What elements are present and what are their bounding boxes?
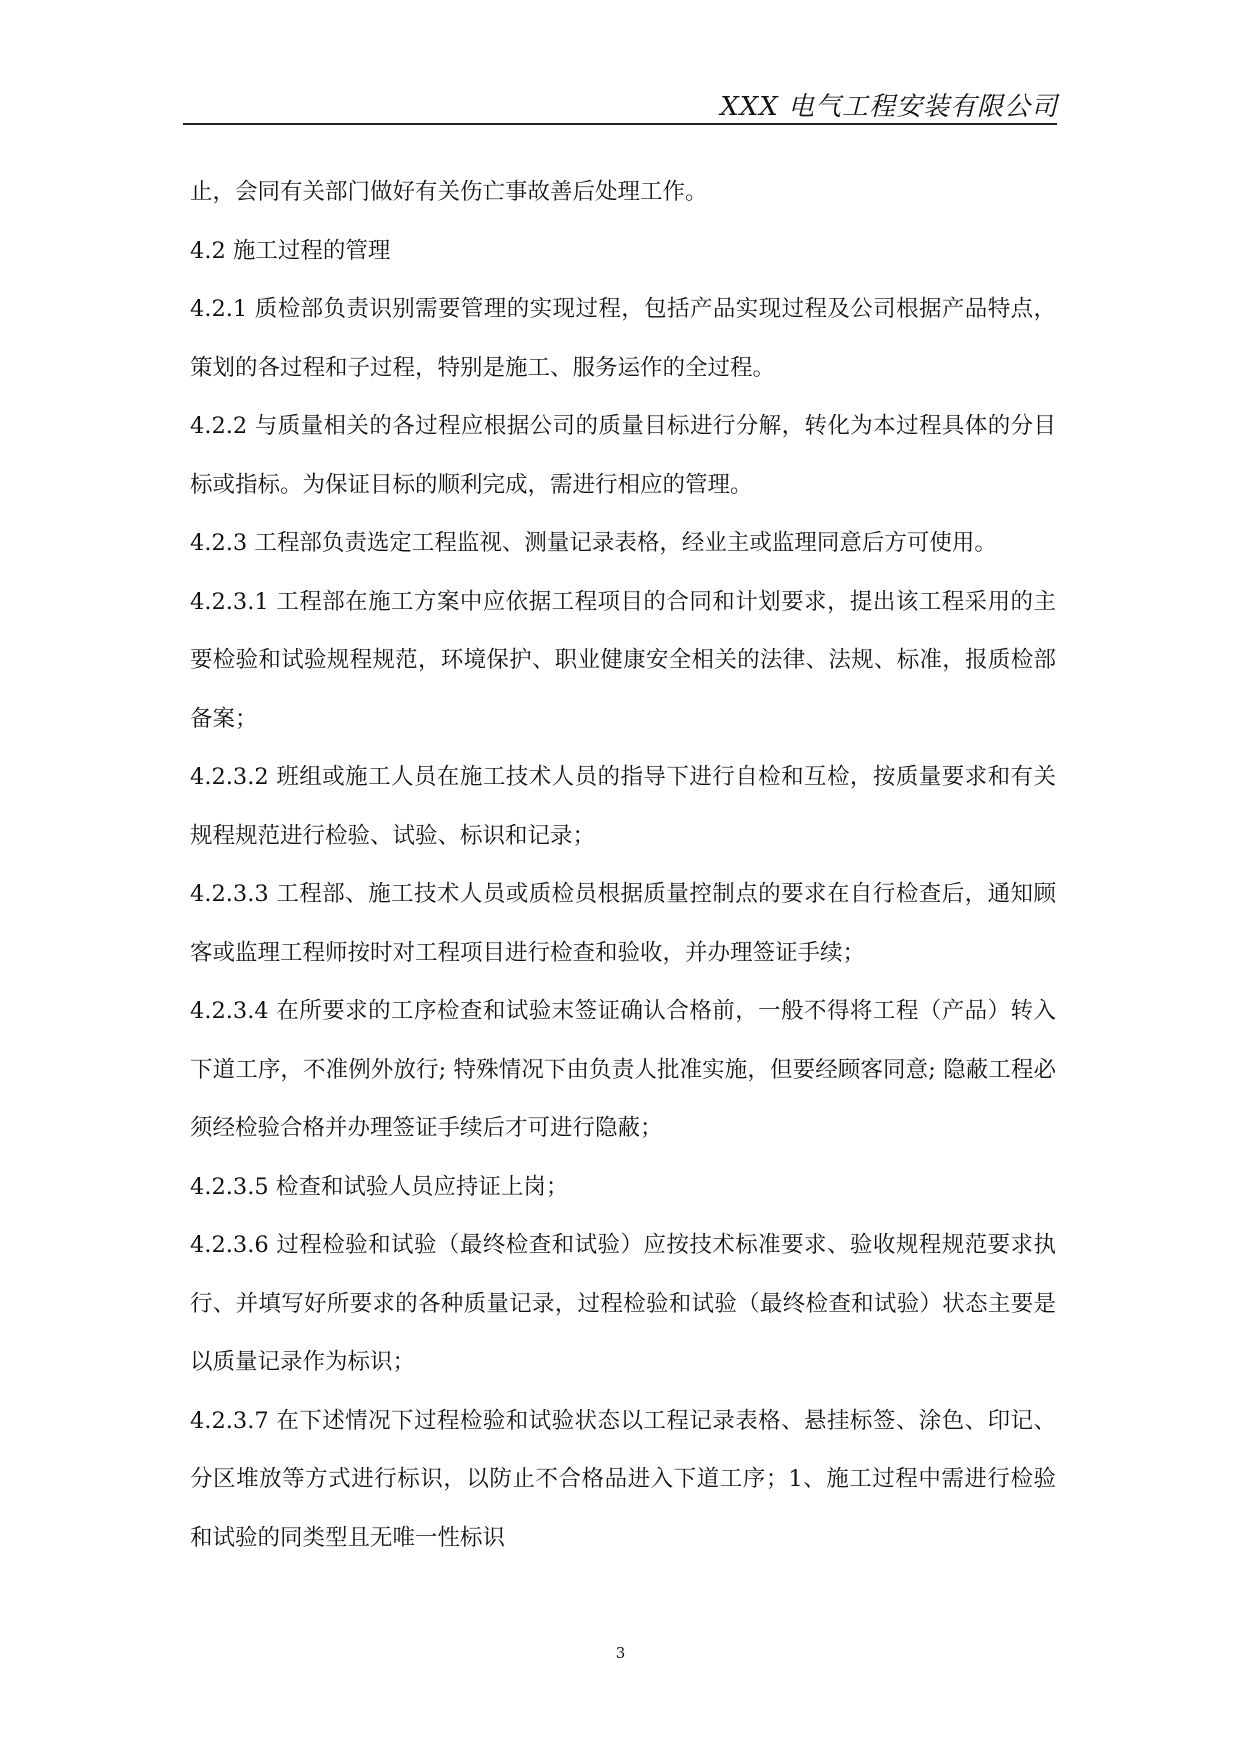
page-number: 3 <box>615 1644 626 1662</box>
paragraph: 4.2.3.7 在下述情况下过程检验和试验状态以工程记录表格、悬挂标签、涂色、印记、分区堆放等方式进行标识，以防止不合格品进入下道工序；1、施工过程中需进行检验和试验的同类型且无唯一性标识 <box>190 1407 1056 1551</box>
paragraph: 4.2.3.6 过程检验和试验（最终检查和试验）应按技术标准要求、验收规程规范要求执行、并填写好所要求的各种质量记录，过程检验和试验（最终检查和试验）状态主要是以质量记录作为标识； <box>190 1232 1056 1375</box>
paragraph: 4.2.3 工程部负责选定工程监视、测量记录表格，经业主或监理同意后方可使用。 <box>190 530 997 556</box>
paragraph: 4.2.3.4 在所要求的工序检查和试验末签证确认合格前，一般不得将工程（产品）转入下道工序，不准例外放行; 特殊情况下由负责人批准实施，但要经顾客同意; 隐蔽工程必须经检验合格并办理签证手续后才可进行隐蔽； <box>190 998 1056 1141</box>
paragraph: 止，会同有关部门做好有关伤亡事故善后处理工作。 <box>190 179 708 205</box>
paragraph: 4.2.2 与质量相关的各过程应根据公司的质量目标进行分解，转化为本过程具体的分目标或指标。为保证目标的顺利完成，需进行相应的管理。 <box>190 413 1056 498</box>
section-heading: 4.2 施工过程的管理 <box>190 237 391 264</box>
document-body <box>190 163 1056 1567</box>
header-divider <box>183 123 1057 125</box>
paragraph: 4.2.3.2 班组或施工人员在施工技术人员的指导下进行自检和互检，按质量要求和有关规程规范进行检验、试验、标识和记录； <box>190 764 1056 849</box>
paragraph: 4.2.3.5 检查和试验人员应持证上岗； <box>190 1173 569 1200</box>
paragraph: 4.2.3.3 工程部、施工技术人员或质检员根据质量控制点的要求在自行检查后，通知顾客或监理工程师按时对工程项目进行检查和验收，并办理签证手续； <box>190 881 1056 966</box>
paragraph: 4.2.1 质检部负责识别需要管理的实现过程，包括产品实现过程及公司根据产品特点，策划的各过程和子过程，特别是施工、服务运作的全过程。 <box>190 296 1056 381</box>
paragraph: 4.2.3.1 工程部在施工方案中应依据工程项目的合同和计划要求，提出该工程采用的主要检验和试验规程规范，环境保护、职业健康安全相关的法律、法规、标准，报质检部备案； <box>190 588 1056 732</box>
header-company-name: XXX 电气工程安装有限公司 <box>720 92 1058 122</box>
